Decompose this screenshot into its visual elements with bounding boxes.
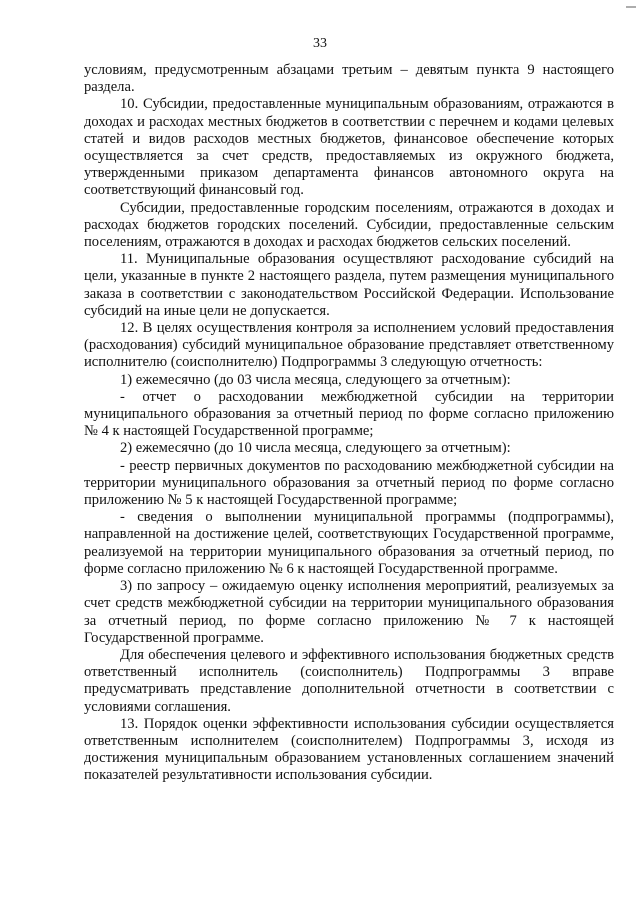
paragraph-12-item-2: 2) ежемесячно (до 10 числа месяца, следующего за отчетным):	[120, 440, 511, 457]
paragraph-13: 13. Порядок оценки эффективности использования субсидии осуществляется ответственным исполнителем (соисполнителем) Подпрограммы 3, исходя из достижения муниципальным образованием установленных соглашением значений показателей результативности использования субсидии.	[84, 715, 614, 784]
paragraph-12-additional: Для обеспечения целевого и эффективного использования бюджетных средств ответственный исполнитель (соисполнитель) Подпрограммы 3 вправе предусматривать представление дополнительной отчетности в соответствии с условиями соглашения.	[84, 646, 614, 715]
paragraph-10: 10. Субсидии, предоставленные муниципальным образованиям, отражаются в доходах и расходах местных бюджетов в соответствии с перечнем и кодами целевых статей и видов расходов местных бюджетов, финансовое обеспечение которых осуществляется за счет средств, предоставляемых из окружного бюджета, утвержденными приказом департамента финансов автономного округа на соответствующий финансовый год.	[84, 96, 614, 199]
page-number: 33	[313, 36, 327, 51]
paragraph-12: 12. В целях осуществления контроля за исполнением условий предоставления (расходования) субсидий муниципальное образование представляет ответственному исполнителю (соисполнителю) Подпрограммы 3 следующую отчетность:	[84, 320, 614, 371]
paragraph-continuation: условиям, предусмотренным абзацами третьим – девятым пункта 9 настоящего раздела.	[84, 62, 614, 96]
paragraph-10-poseleniya: Субсидии, предоставленные городским поселениям, отражаются в доходах и расходах бюджетов городских поселений. Субсидии, предоставленные сельским поселениям, отражаются в доходах и расходах бюджетов сельских поселений.	[84, 199, 614, 251]
paragraph-12-item-1-report: - отчет о расходовании межбюджетной субсидии на территории муниципального образования за отчетный период по форме согласно приложению № 4 к настоящей Государственной программе;	[84, 388, 614, 440]
paragraph-11: 11. Муниципальные образования осуществляют расходование субсидий на цели, указанные в пункте 2 настоящего раздела, путем размещения муниципального заказа в соответствии с законодательством Российской Федерации. Использование субсидий на иные цели не допускается.	[84, 251, 614, 319]
paragraph-12-item-1: 1) ежемесячно (до 03 числа месяца, следующего за отчетным):	[120, 371, 511, 388]
body-text	[84, 62, 614, 785]
paragraph-12-item-3: 3) по запросу – ожидаемую оценку исполнения мероприятий, реализуемых за счет средств межбюджетной субсидии на территории муниципального образования за отчетный период, по форме согласно приложению № 7 к настоящей Государственной программе.	[84, 578, 614, 646]
scan-mark	[626, 6, 636, 11]
paragraph-12-item-2-info: - сведения о выполнении муниципальной программы (подпрограммы), направленной на достижение целей, соответствующих Государственной программе, реализуемой на территории муниципального образования за отчетный период, по форме согласно приложению № 6 к настоящей Государственной программе.	[84, 509, 614, 577]
paragraph-12-item-2-registry: - реестр первичных документов по расходованию межбюджетной субсидии на территории муниципального образования за отчетный период по форме согласно приложению № 5 к настоящей Государственной программе;	[84, 457, 614, 509]
